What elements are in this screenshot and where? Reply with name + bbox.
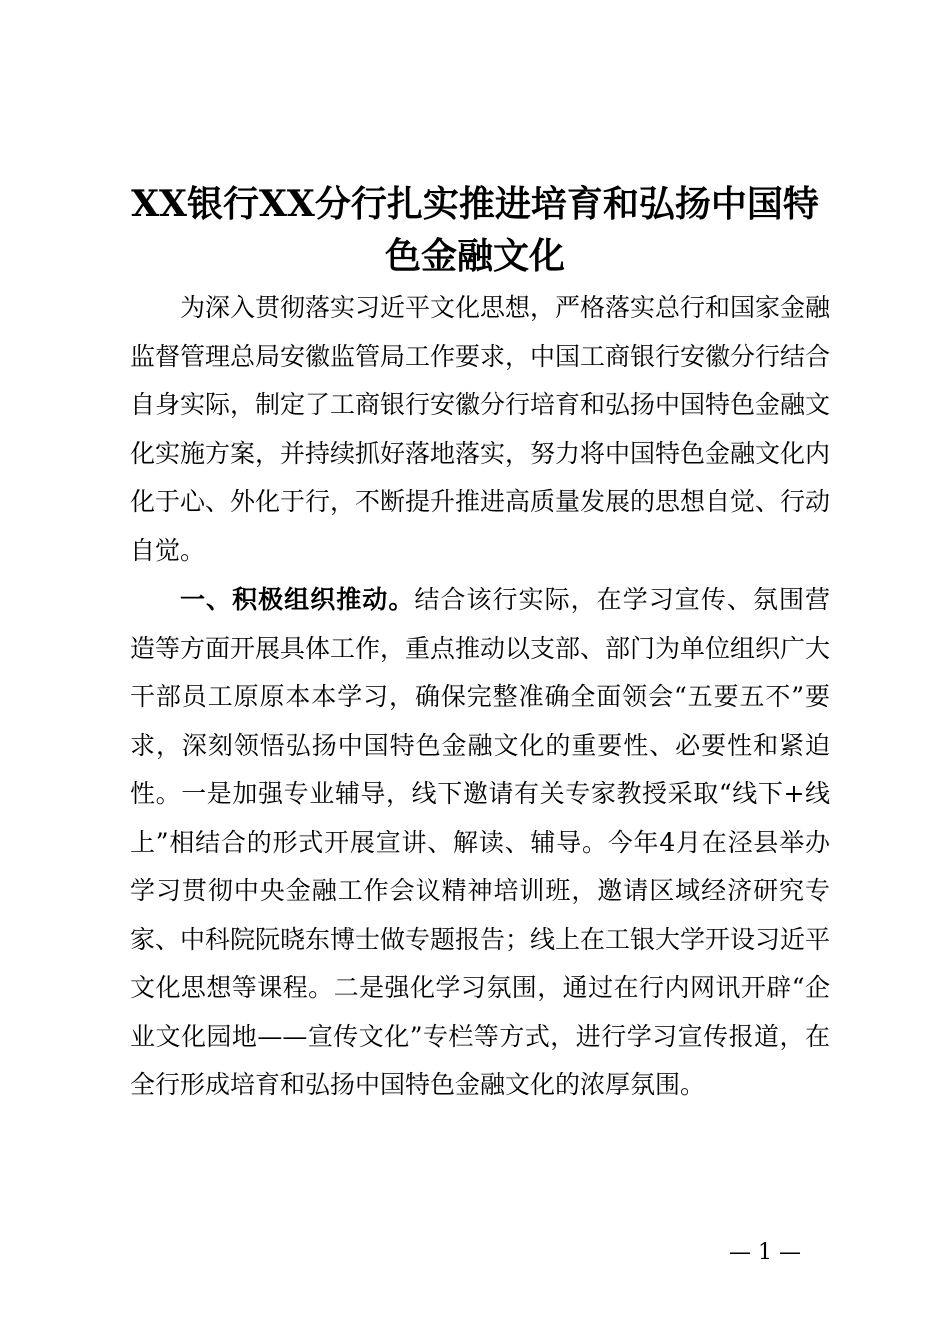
section-1-paragraph (130, 576, 830, 1110)
document-title: XX银行XX分行扎实推进培育和弘扬中国特色金融文化 (131, 183, 819, 277)
section-1-body: 结合该行实际，在学习宣传、氛围营造等方面开展具体工作，重点推动以支部、部门为单位组织广大干部员工原原本本学习，确保完整准确全面领会“五要五不”要求，深刻领悟弘扬中国特色金融文化的重要性、必要性和紧迫性。一是加强专业辅导，线下邀请有关专家教授采取“线下+线上”相结合的形式开展宣讲、解读、辅导。今年4月在泾县举办学习贯彻中央金融工作会议精神培训班，邀请区域经济研究专家、中科院阮晓东博士做专题报告；线上在工银大学开设习近平文化思想等课程。二是强化学习氛围，通过在行内网讯开辟“企业文化园地——宣传文化”专栏等方式，进行学习宣传报道，在全行形成培育和弘扬中国特色金融文化的浓厚氛围。 (130, 585, 831, 1099)
intro-paragraph: 为深入贯彻落实习近平文化思想，严格落实总行和国家金融监督管理总局安徽监管局工作要求，中国工商银行安徽分行结合自身实际，制定了工商银行安徽分行培育和弘扬中国特色金融文化实施方案，并持续抓好落地落实，努力将中国特色金融文化内化于心、外化于行，不断提升推进高质量发展的思想自觉、行动自觉。 (130, 293, 831, 565)
section-1-heading: 一、积极组织推动。 (180, 585, 415, 614)
page-number: — 1 — (729, 1240, 801, 1265)
